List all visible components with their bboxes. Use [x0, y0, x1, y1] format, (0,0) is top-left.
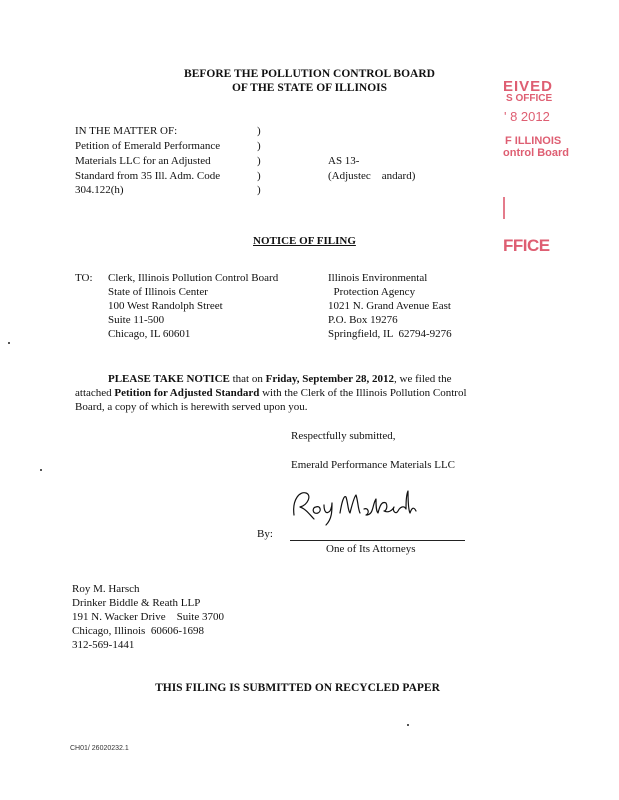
stamp-bar	[503, 197, 505, 219]
attorney-label: One of Its Attorneys	[326, 543, 416, 555]
signature-line	[290, 540, 465, 541]
body-text: that on	[229, 373, 266, 385]
body-text: , we filed the	[394, 373, 452, 385]
stamp-line4: F ILLINOIS	[505, 135, 562, 147]
court-heading-line1: BEFORE THE POLLUTION CONTROL BOARD	[184, 68, 435, 80]
sender-line: 312-569-1441	[72, 639, 135, 651]
stamp-line5: ontrol Board	[503, 147, 569, 159]
matter-line: Standard from 35 Ill. Adm. Code	[75, 170, 221, 182]
recipient-right-line: Illinois Environmental	[328, 272, 428, 284]
recipient-left-line: Chicago, IL 60601	[108, 328, 191, 340]
notice-emphasis: PLEASE TAKE NOTICE	[108, 373, 230, 385]
by-label: By:	[257, 528, 273, 540]
recipient-right-line: P.O. Box 19276	[328, 314, 398, 326]
sender-line: Drinker Biddle & Reath LLP	[72, 597, 201, 609]
matter-line: Materials LLC for an Adjusted	[75, 155, 211, 167]
signature-image	[288, 485, 418, 527]
body-line1	[108, 373, 451, 385]
scan-speck	[407, 724, 409, 726]
body-text: with the Clerk of the Illinois Pollution Control	[259, 387, 467, 399]
body-text: attached	[75, 387, 115, 399]
stamp-line6: FFICE	[503, 236, 550, 255]
recipient-left-line: State of Illinois Center	[108, 286, 208, 298]
case-type: (Adjustec andard)	[328, 170, 416, 182]
stamp-line3: ' 8 2012	[504, 109, 550, 124]
scan-speck	[40, 469, 42, 471]
recycled-paper-notice: THIS FILING IS SUBMITTED ON RECYCLED PAPER	[155, 682, 440, 694]
caption-bracket: )	[257, 155, 261, 167]
recipient-right-line: Springfield, IL 62794-9276	[328, 328, 452, 340]
matter-line: Petition of Emerald Performance	[75, 140, 221, 152]
body-line3: Board, a copy of which is herewith served upon you.	[75, 401, 308, 413]
recipient-right-line: 1021 N. Grand Avenue East	[328, 300, 451, 312]
matter-line: 304.122(h)	[75, 184, 124, 196]
sender-line: Chicago, Illinois 60606-1698	[72, 625, 204, 637]
document-title: NOTICE OF FILING	[253, 235, 356, 247]
recipient-left-line: Clerk, Illinois Pollution Control Board	[108, 272, 279, 284]
stamp-line1: EIVED	[503, 78, 554, 95]
scan-speck	[8, 342, 10, 344]
stamp-line2: S OFFICE	[506, 93, 553, 104]
sender-line: Roy M. Harsch	[72, 583, 140, 595]
company-name: Emerald Performance Materials LLC	[291, 459, 456, 471]
case-number: AS 13-	[328, 155, 360, 167]
respectfully-submitted: Respectfully submitted,	[291, 430, 396, 442]
recipient-right-line: Protection Agency	[328, 286, 416, 298]
filing-date: Friday, September 28, 2012	[265, 373, 395, 385]
body-line2	[75, 387, 467, 399]
sender-line: 191 N. Wacker Drive Suite 3700	[72, 611, 224, 623]
to-label: TO:	[75, 272, 93, 284]
caption-bracket: )	[257, 170, 261, 182]
caption-bracket: )	[257, 125, 261, 137]
petition-title: Petition for Adjusted Standard	[114, 387, 260, 399]
court-heading-line2: OF THE STATE OF ILLINOIS	[231, 82, 388, 94]
matter-line: IN THE MATTER OF:	[75, 125, 178, 137]
document-id: CH01/ 26020232.1	[70, 745, 129, 752]
caption-bracket: )	[257, 184, 261, 196]
recipient-left-line: 100 West Randolph Street	[108, 300, 223, 312]
recipient-left-line: Suite 11-500	[108, 314, 165, 326]
caption-bracket: )	[257, 140, 261, 152]
